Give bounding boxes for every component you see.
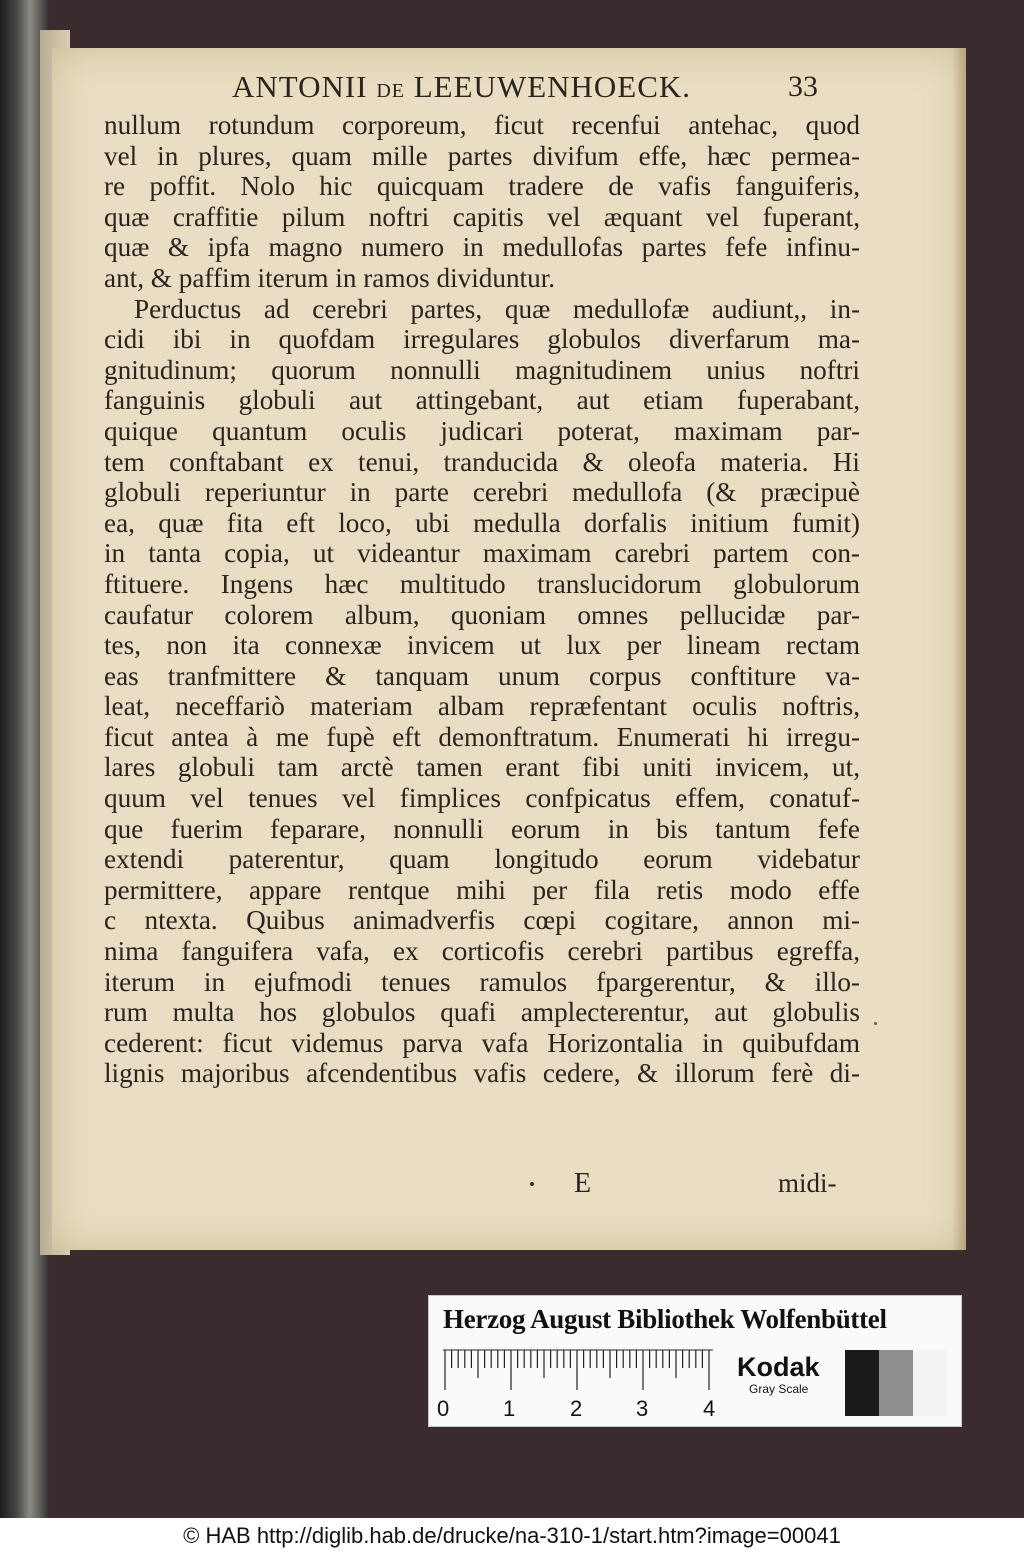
text-line: leat, neceffariò materiam albam repræfentant oculis noftris, bbox=[104, 691, 860, 722]
kodak-logo: Kodak bbox=[737, 1352, 820, 1382]
text-line: eas tranfmittere & tanquam unum corpus conftiture va- bbox=[104, 660, 860, 691]
text-line: ant, & paffim iterum in ramos dividuntur. bbox=[104, 262, 556, 293]
text-line: tem conftabant ex tenui, tranducida & oleofa materia. Hi bbox=[104, 446, 860, 477]
author-last-name: LEEUWENHOECK. bbox=[413, 69, 692, 104]
text-line: tes, non ita connexæ invicem ut lux per lineam rectam bbox=[104, 630, 860, 661]
text-line: cederent: ficut videmus parva vafa Horizontalia in quibufdam bbox=[104, 1027, 860, 1058]
text-line: ficut antea à me fupè eft demonftratum. Enumerati hi irregu- bbox=[104, 721, 860, 752]
text-line: nullum rotundum corporeum, ficut recenfui antehac, quod bbox=[104, 110, 860, 140]
text-line: quum vel tenues vel fimplices confpicatus effem, conatuf- bbox=[104, 783, 860, 814]
text-line: gnitudinum; quorum nonnulli magnitudinem unius noftri bbox=[104, 354, 860, 385]
text-line: c ntexta. Quibus animadverfis cœpi cogitare, annon mi- bbox=[104, 905, 860, 936]
author-particle: DE bbox=[376, 80, 405, 102]
author-first-name: ANTONII bbox=[232, 69, 368, 104]
ruler-label: 1 bbox=[503, 1396, 516, 1421]
text-line: re poffit. Nolo hic quicquam tradere de vafis fanguiferis, bbox=[104, 171, 860, 202]
swatch-dark bbox=[845, 1350, 879, 1416]
swatch-light bbox=[913, 1350, 947, 1416]
page-number: 33 bbox=[788, 70, 818, 103]
body-text bbox=[104, 110, 860, 1089]
text-line: globuli reperiuntur in parte cerebri medullofa (& præcipuè bbox=[104, 477, 860, 508]
text-line: vel in plures, quam mille partes divifum effe, hæc permea- bbox=[104, 140, 860, 171]
ruler-label: 4 bbox=[703, 1396, 716, 1421]
ruler-labels bbox=[437, 1396, 727, 1422]
text-line: cidi ibi in quofdam irregulares globulos diverfarum ma- bbox=[104, 324, 860, 355]
signature-mark: E bbox=[574, 1168, 592, 1199]
library-name: Herzog August Bibliothek Wolfenbüttel bbox=[443, 1304, 887, 1334]
text-line: lares globuli tam arctè tamen erant fibi uniti invicem, ut, bbox=[104, 752, 860, 783]
color-calibration-target bbox=[428, 1295, 962, 1427]
running-title bbox=[232, 62, 691, 112]
scale-ruler bbox=[443, 1348, 713, 1392]
text-line: que fuerim feparare, nonnulli eorum in bis tantum fefe bbox=[104, 813, 860, 844]
ruler-label: 2 bbox=[570, 1396, 583, 1421]
text-line: iterum in ejufmodi tenues ramulos fpargerentur, & illo- bbox=[104, 966, 860, 997]
copyright-footer: © HAB http://diglib.hab.de/drucke/na-310-1/start.htm?image=00041 bbox=[0, 1518, 1024, 1553]
text-line: ea, quæ fita eft loco, ubi medulla dorfalis initium fumit) bbox=[104, 507, 860, 538]
ink-speck bbox=[874, 1022, 877, 1025]
text-line: nima fanguifera vafa, ex corticofis cerebri partibus egreffa, bbox=[104, 936, 860, 967]
text-line: extendi paterentur, quam longitudo eorum videbatur bbox=[104, 844, 860, 875]
gray-swatches bbox=[845, 1350, 949, 1416]
gray-scale-label: Gray Scale bbox=[749, 1382, 809, 1396]
text-line: Perductus ad cerebri partes, quæ medullofæ audiunt,, in- bbox=[134, 293, 860, 324]
text-line: ftituere. Ingens hæc multitudo translucidorum globulorum bbox=[104, 568, 860, 599]
text-line: permittere, appare rentque mihi per fila retis modo effe bbox=[104, 874, 860, 905]
text-line: lignis majoribus afcendentibus vafis cedere, & illorum ferè di- bbox=[104, 1058, 860, 1089]
text-line: in tanta copia, ut videantur maximam carebri partem con- bbox=[104, 538, 860, 569]
ruler-label: 3 bbox=[636, 1396, 649, 1421]
text-line: rum multa hos globulos quafi amplecterentur, aut globulis bbox=[104, 997, 860, 1028]
text-line: quæ & ipfa magno numero in medullofas partes fefe infinu- bbox=[104, 232, 860, 263]
catchword: midi- bbox=[778, 1168, 837, 1198]
text-line: fanguinis globuli aut attingebant, aut etiam fuperabant, bbox=[104, 385, 860, 416]
ink-speck bbox=[530, 1182, 534, 1186]
ruler-label: 0 bbox=[437, 1396, 450, 1421]
text-line: caufatur colorem album, quoniam omnes pellucidæ par- bbox=[104, 599, 860, 630]
swatch-mid bbox=[879, 1350, 913, 1416]
text-line: quique quantum oculis judicari poterat, maximam par- bbox=[104, 415, 860, 446]
text-line: quæ craffitie pilum noftri capitis vel æquant vel fuperant, bbox=[104, 201, 860, 232]
